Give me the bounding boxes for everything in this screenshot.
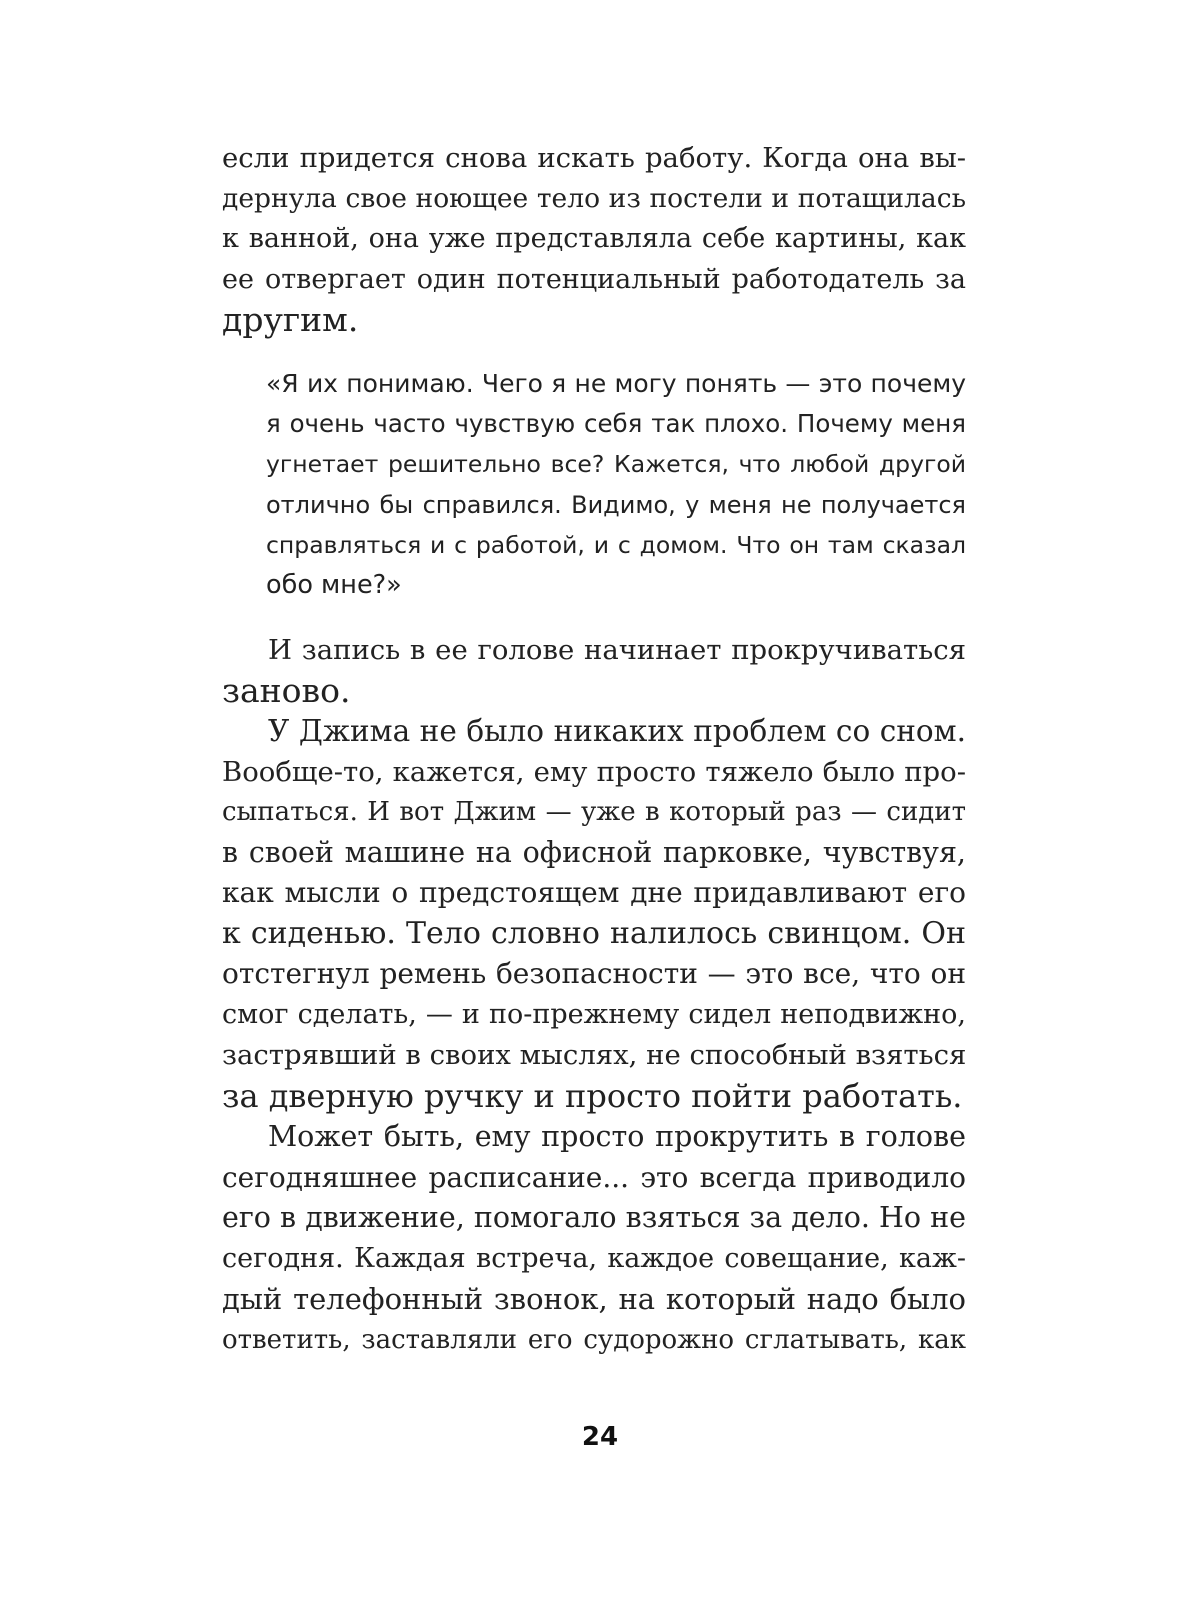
paragraph-line: другим. [222,300,359,339]
paragraph-line: И запись в ее голове начинает прокручиваться [268,634,966,666]
paragraph-line: дернула свое ноющее тело из постели и потащилась [222,182,966,214]
paragraph-3 [222,711,966,1116]
paragraph-line: сегодня. Каждая встреча, каждое совещание, каж- [222,1242,966,1274]
paragraph-line: Вообще-то, кажется, ему просто тяжело было про- [222,755,966,788]
page-number: 24 [581,1422,619,1452]
paragraph-line: ее отвергает один потенциальный работодатель за [222,263,966,295]
paragraph-line: заново. [222,670,351,710]
paragraph-line: как мысли о предстоящем дне придавливают его [222,876,966,909]
paragraph-line: в своей машине на офисной парковке, чувствуя, [222,835,966,869]
paragraph-line: сыпаться. И вот Джим — уже в который раз — сидит [222,797,966,827]
paragraph-line: дый телефонный звонок, на который надо было [222,1282,966,1316]
paragraph-2 [222,630,966,711]
paragraph-line: ответить, заставляли его судорожно сглатывать, как [222,1324,966,1355]
paragraph-line: если придется снова искать работу. Когда она вы- [222,142,966,174]
quote-line: я очень часто чувствую себя так плохо. Почему меня [266,409,966,439]
paragraph-line: отстегнул ремень безопасности — это все, что он [222,957,966,990]
paragraph-line: смог сделать, — и по-прежнему сидел неподвижно, [222,998,966,1030]
paragraph-line: застрявший в своих мыслях, не способный взяться [222,1039,967,1071]
paragraph-line: сегодняшнее расписание... это всегда приводило [222,1160,966,1194]
quote-line: «Я их понимаю. Чего я не могу понять — это почему [266,369,966,398]
paragraph-line: за дверную ручку и просто пойти работать. [222,1076,963,1115]
paragraph-line: к ванной, она уже представляла себе картины, как [222,223,966,254]
paragraph-4 [222,1117,966,1360]
paragraph-line: его в движение, помогало взяться за дело. Но не [222,1201,966,1234]
quote-line: угнетает решительно все? Кажется, что любой другой [266,450,966,479]
paragraph-line: Может быть, ему просто прокрутить в голове [268,1120,966,1153]
quote-line: обо мне?» [266,569,402,600]
paragraph-line: У Джима не было никаких проблем со сном. [268,714,966,748]
quote-line: справляться и с работой, и с домом. Что он там сказал [266,530,966,559]
paragraph-1 [222,138,966,341]
quote-block [266,364,966,605]
paragraph-line: к сиденью. Тело словно налилось свинцом. Он [222,915,966,951]
quote-line: отлично бы справился. Видимо, у меня не получается [266,490,966,519]
